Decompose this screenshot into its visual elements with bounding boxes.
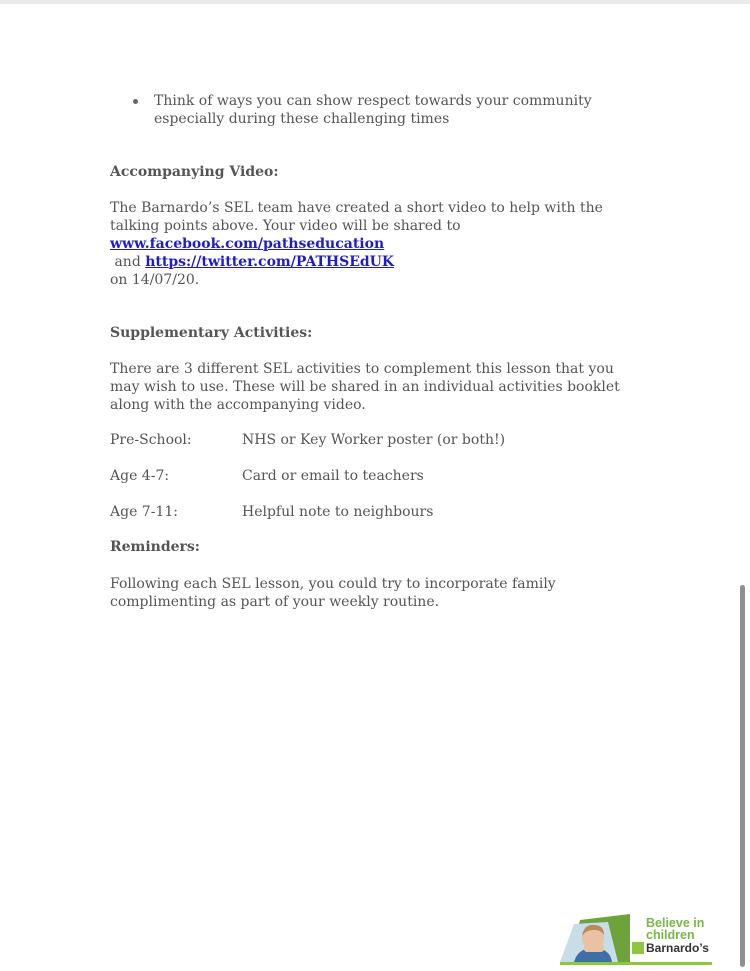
- paragraph-line: along with the accompanying video.: [110, 397, 366, 413]
- row-value: Helpful note to neighbours: [242, 504, 434, 520]
- bullet-line: Think of ways you can show respect towards your community: [154, 93, 592, 109]
- paragraph-line: There are 3 different SEL activities to complement this lesson that you: [110, 361, 614, 377]
- activity-row: [110, 503, 650, 521]
- paragraph-line: Following each SEL lesson, you could try to incorporate family: [110, 576, 556, 592]
- logo-brand: [632, 941, 709, 955]
- logo-tagline: [646, 917, 716, 941]
- row-label: Age 4-7:: [110, 468, 170, 484]
- paragraph-line: may wish to use. These will be shared in an individual activities booklet: [110, 379, 620, 395]
- tagline-line: Believe in: [646, 916, 705, 930]
- reminders-heading: Reminders:: [110, 539, 200, 555]
- row-label: Age 7-11:: [110, 504, 178, 520]
- facebook-link[interactable]: www.facebook.com/pathseducation: [110, 236, 385, 252]
- video-paragraph: [110, 199, 650, 289]
- bullet-line: especially during these challenging times: [154, 111, 450, 127]
- bullet-icon: [133, 99, 138, 104]
- list-item: [110, 92, 650, 128]
- bullet-list: [110, 92, 650, 128]
- barnardos-logo: [560, 914, 712, 966]
- logo-underline: [560, 962, 712, 965]
- twitter-link[interactable]: https://twitter.com/PATHSEdUK: [145, 254, 395, 270]
- activity-row: [110, 431, 650, 449]
- paragraph-line: complimenting as part of your weekly routine.: [110, 594, 440, 610]
- reminders-paragraph: [110, 575, 650, 611]
- paragraph-line: on 14/07/20.: [110, 272, 200, 288]
- paragraph-line: talking points above. Your video will be shared to: [110, 218, 461, 234]
- activities-heading: Supplementary Activities:: [110, 325, 313, 341]
- row-value: Card or email to teachers: [242, 468, 424, 484]
- top-border: [0, 0, 750, 4]
- activities-paragraph: [110, 360, 650, 414]
- links-line: [110, 235, 650, 271]
- brand-name: Barnardo’s: [646, 941, 709, 955]
- barnardos-mark-icon: [632, 942, 644, 954]
- and-text: and: [110, 254, 146, 270]
- document-page: [110, 92, 650, 611]
- row-label: Pre-School:: [110, 432, 192, 448]
- video-heading: Accompanying Video:: [110, 164, 279, 180]
- paragraph-line: The Barnardo’s SEL team have created a short video to help with the: [110, 200, 603, 216]
- activity-row: [110, 467, 650, 485]
- tagline-line: children: [646, 928, 695, 942]
- child-photo-icon: [560, 914, 630, 962]
- row-value: NHS or Key Worker poster (or both!): [242, 432, 506, 448]
- vertical-scrollbar[interactable]: [740, 585, 745, 967]
